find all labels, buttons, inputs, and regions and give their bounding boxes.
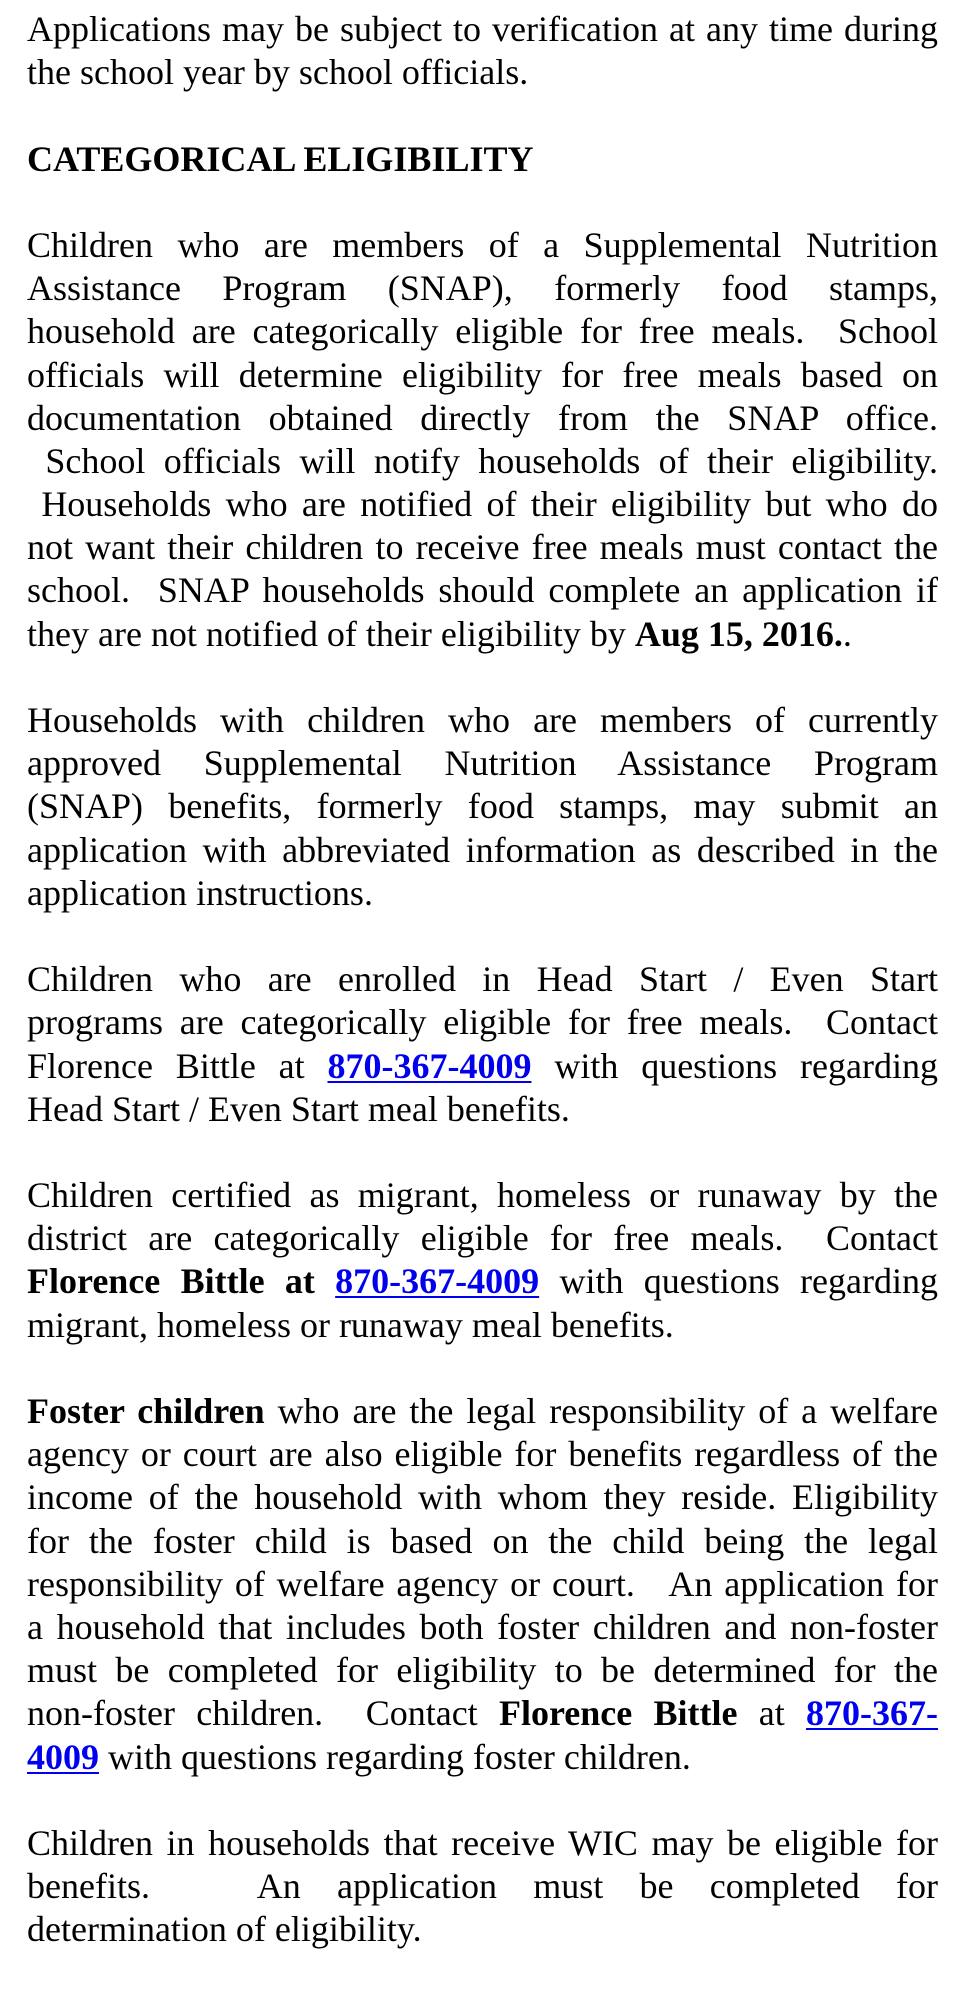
text-segment: agency or court are also eligible for benefits regardless of the bbox=[27, 1434, 938, 1475]
text-line bbox=[27, 1433, 938, 1476]
phone-link[interactable]: 870-367- bbox=[806, 1693, 939, 1734]
text-line bbox=[27, 1304, 938, 1347]
text-line bbox=[27, 1390, 938, 1433]
text-line bbox=[27, 1217, 938, 1260]
text-segment: Florence Bittle at bbox=[27, 1045, 328, 1086]
text-segment: must be completed for eligibility to be determined for the bbox=[27, 1650, 938, 1691]
text-segment: determination of eligibility. bbox=[27, 1909, 422, 1950]
bold-text: Foster children bbox=[27, 1391, 265, 1431]
text-segment: . bbox=[842, 613, 852, 654]
text-segment: with questions regarding foster children. bbox=[99, 1736, 691, 1777]
migrant-homeless-paragraph bbox=[27, 1174, 938, 1347]
text-line bbox=[27, 958, 938, 1001]
text-line bbox=[27, 51, 938, 94]
text-segment: application with abbreviated information as described in the bbox=[27, 829, 938, 870]
text-segment: Households with children who are members of currently bbox=[27, 700, 938, 740]
text-segment: Children certified as migrant, homeless or runaway by the bbox=[27, 1175, 938, 1216]
text-segment: district are categorically eligible for free meals. Contact bbox=[27, 1218, 938, 1259]
text-line bbox=[27, 569, 938, 612]
text-line bbox=[27, 1476, 938, 1519]
text-segment: household are categorically eligible for free meals. School bbox=[27, 311, 938, 352]
text-line bbox=[27, 699, 938, 742]
text-segment: Applications may be subject to verification at any time during bbox=[27, 9, 938, 49]
text-segment: at bbox=[737, 1693, 807, 1734]
snap-paragraph bbox=[27, 224, 938, 656]
phone-link[interactable]: 4009 bbox=[27, 1736, 99, 1777]
text-line bbox=[27, 872, 938, 915]
text-segment: Children in households that receive WIC may be eligible for bbox=[27, 1822, 938, 1863]
text-line bbox=[27, 1045, 938, 1088]
text-segment: programs are categorically eligible for free meals. Contact bbox=[27, 1002, 938, 1043]
text-line bbox=[27, 1174, 938, 1217]
text-segment: approved Supplemental Nutrition Assistance Program bbox=[27, 743, 938, 784]
text-line bbox=[27, 829, 938, 872]
snap-abbreviated-paragraph bbox=[27, 699, 938, 915]
text-segment: documentation obtained directly from the SNAP office. bbox=[27, 397, 938, 438]
document-body bbox=[27, 8, 938, 1995]
text-line bbox=[27, 1260, 938, 1303]
text-segment: who are the legal responsibility of a welfare bbox=[264, 1391, 938, 1431]
text-segment: Head Start / Even Start meal benefits. bbox=[27, 1088, 570, 1129]
bold-text: Florence Bittle at bbox=[27, 1261, 315, 1302]
text-segment: application instructions. bbox=[27, 872, 373, 913]
text-segment: Assistance Program (SNAP), formerly food stamps, bbox=[27, 268, 938, 309]
bold-text: Florence Bittle bbox=[498, 1693, 738, 1734]
text-line bbox=[27, 483, 938, 526]
text-segment: non-foster children. Contact bbox=[27, 1693, 499, 1734]
text-segment: Children who are enrolled in Head Start / Even Start bbox=[27, 959, 938, 1000]
foster-children-paragraph bbox=[27, 1390, 938, 1779]
text-segment: Households who are notified of their eligibility but who do bbox=[27, 484, 938, 525]
phone-link[interactable]: 870-367-4009 bbox=[335, 1261, 540, 1302]
bold-text: Aug 15, 2016. bbox=[634, 613, 843, 654]
text-line bbox=[27, 1520, 938, 1563]
text-segment: (SNAP) benefits, formerly food stamps, may submit an bbox=[27, 786, 938, 827]
text-line bbox=[27, 1692, 938, 1735]
text-line bbox=[27, 397, 938, 440]
text-segment: not want their children to receive free meals must contact the bbox=[27, 527, 938, 568]
phone-link[interactable]: 870-367-4009 bbox=[327, 1045, 532, 1086]
text-line bbox=[27, 224, 938, 267]
text-line bbox=[27, 526, 938, 569]
text-segment: officials will determine eligibility for free meals based on bbox=[27, 354, 938, 395]
head-start-paragraph bbox=[27, 958, 938, 1131]
text-line bbox=[27, 1001, 938, 1044]
text-segment: they are not notified of their eligibility by bbox=[27, 613, 635, 654]
text-segment: School officials will notify households of their eligibility. bbox=[27, 440, 938, 481]
text-line bbox=[27, 1865, 938, 1908]
wic-paragraph bbox=[27, 1822, 938, 1952]
text-segment: a household that includes both foster children and non-foster bbox=[27, 1606, 938, 1647]
text-line bbox=[27, 354, 938, 397]
text-line bbox=[27, 785, 938, 828]
text-segment: for the foster child is based on the child being the legal bbox=[27, 1520, 938, 1561]
text-line bbox=[27, 8, 938, 51]
text-line bbox=[27, 1908, 938, 1951]
text-line bbox=[27, 267, 938, 310]
text-segment bbox=[315, 1261, 335, 1301]
text-line bbox=[27, 310, 938, 353]
text-line bbox=[27, 613, 938, 656]
text-line bbox=[27, 1563, 938, 1606]
text-segment: income of the household with whom they reside. Eligibility bbox=[27, 1477, 938, 1518]
text-line bbox=[27, 1088, 938, 1131]
text-segment: with questions regarding bbox=[539, 1261, 938, 1302]
text-line bbox=[27, 1649, 938, 1692]
text-segment: the school year by school officials. bbox=[27, 52, 529, 93]
text-segment: migrant, homeless or runaway meal benefits. bbox=[27, 1304, 674, 1345]
text-line bbox=[27, 742, 938, 785]
text-segment: benefits. An application must be completed for bbox=[27, 1866, 938, 1907]
text-segment: Children who are members of a Supplemental Nutrition bbox=[27, 224, 938, 265]
verification-paragraph bbox=[27, 8, 938, 94]
paragraphs-container bbox=[27, 224, 938, 1952]
text-segment: responsibility of welfare agency or court. An application for bbox=[27, 1563, 938, 1604]
text-line bbox=[27, 440, 938, 483]
text-line bbox=[27, 1736, 938, 1779]
section-heading: CATEGORICAL ELIGIBILITY bbox=[27, 138, 534, 179]
text-line bbox=[27, 1606, 938, 1649]
text-line bbox=[27, 1822, 938, 1865]
text-segment: school. SNAP households should complete an application if bbox=[27, 570, 938, 611]
text-segment: with questions regarding bbox=[531, 1045, 938, 1086]
